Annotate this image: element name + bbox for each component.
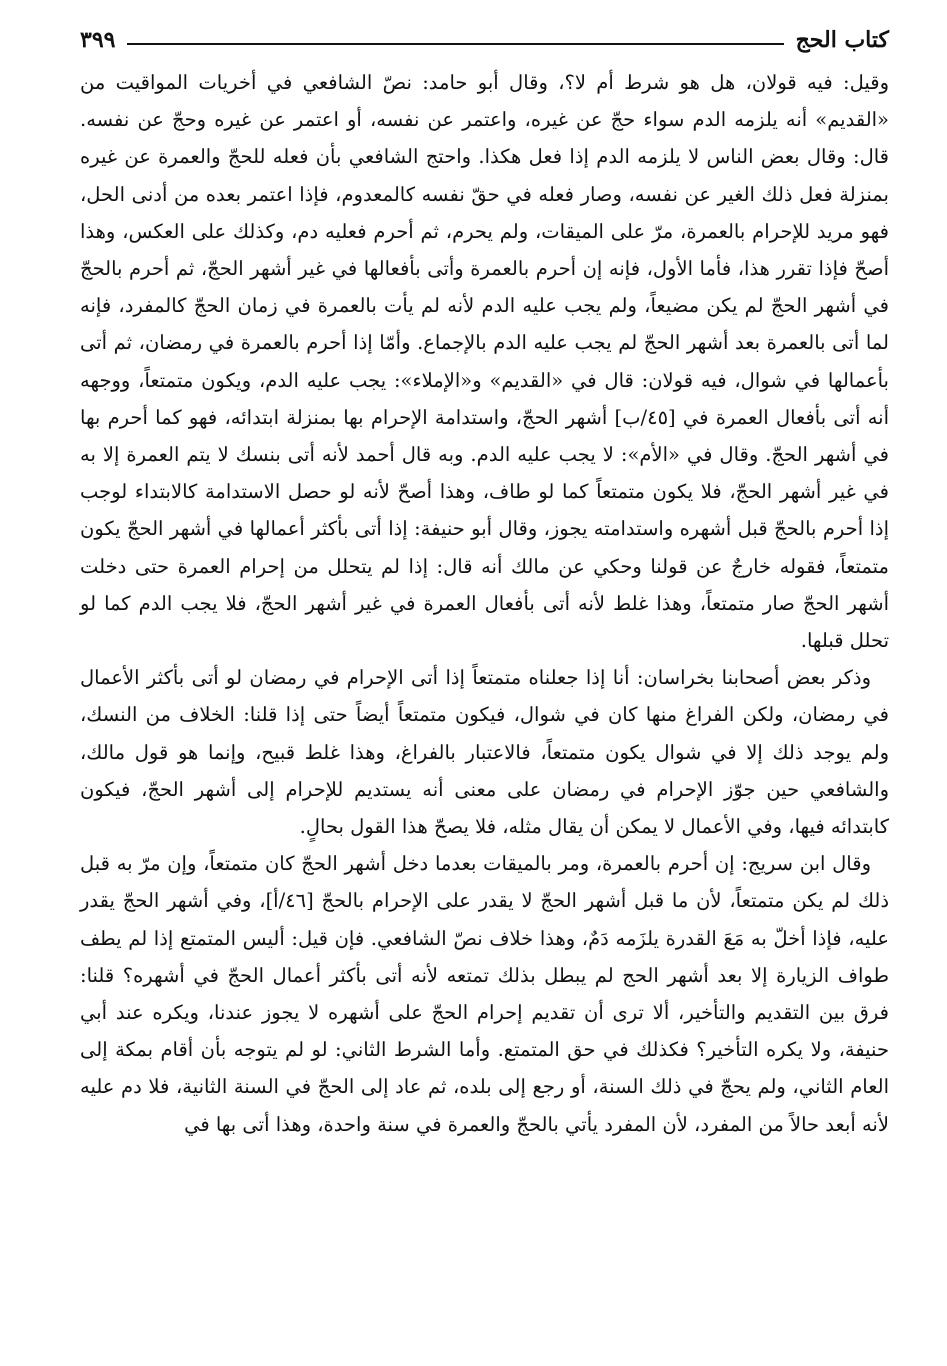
- body-paragraph: وقال ابن سريج: إن أحرم بالعمرة، ومر بالميقات بعدما دخل أشهر الحجّ كان متمتعاً، وإن مرّ به قبل ذلك لم يكن متمتعاً، لأن ما قبل أشهر الحجّ لا يقدر على الإحرام بالحجّ [٤٦/أ]، وفي أشهر الحجّ يقدر عليه، فإذا أخلّ به مَعَ القدرة يلزَمه دَمٌ، وهذا خلاف نصّ الشافعي. فإن قيل: أليس المتمتع إذا لم يطف طواف الزيارة إلا بعد أشهر الحج لم يبطل بذلك تمتعه لأنه أتى بأكثر أعمال الحجّ في أشهره؟ قلنا: فرق بين التقديم والتأخير، ألا ترى أن تقديم إحرام الحجّ على أشهره لا يجوز عندنا، ويكره عند أبي حنيفة، ولا يكره التأخير؟ فكذلك في حق المتمتع. وأما الشرط الثاني: لو لم يتوجه بأن أقام بمكة إلى العام الثاني، ولم يحجّ في ذلك السنة، أو رجع إلى بلده، ثم عاد إلى الحجّ في السنة الثانية، فلا دم عليه لأنه أبعد حالاً من المفرد، لأن المفرد يأتي بالحجّ والعمرة في سنة واحدة، وهذا أتى بها في: [80, 852, 889, 1136]
- running-title: كتاب الحج: [795, 27, 889, 53]
- body-paragraph: وقيل: فيه قولان، هل هو شرط أم لا؟، وقال أبو حامد: نصّ الشافعي في أخريات المواقيت من «القديم» أنه يلزمه الدم سواء حجّ عن غيره، واعتمر عن نفسه، أو اعتمر عن غيره وحجّ عن نفسه. قال: وقال بعض الناس لا يلزمه الدم إذا فعل هكذا. واحتج الشافعي بأن فعله للحجّ والعمرة عن غيره بمنزلة فعل ذلك الغير عن نفسه، وصار فعله في حقّ نفسه كالمعدوم، فإذا اعتمر بعده من أدنى الحل، فهو مريد للإحرام بالعمرة، مرّ على الميقات، ولم يحرم، ثم أحرم فعليه دم، وكذلك على العكس، وهذا أصحّ فإذا تقرر هذا، فأما الأول، فإنه إن أحرم بالعمرة وأتى بأفعالها في غير أشهر الحجّ، ثم أحرم بالحجّ في أشهر الحجّ لم يكن مضيعاً، ولم يجب عليه الدم لأنه لم يأت بالعمرة في زمان الحجّ كالمفرد، فإنه لما أتى بالعمرة بعد أشهر الحجّ لم يجب عليه الدم بالإجماع. وأمّا إذا أحرم بالعمرة في رمضان، ثم أتى بأعمالها في شوال، فيه قولان: قال في «القديم» و«الإملاء»: يجب عليه الدم، ويكون متمتعاً، ووجهه أنه أتى بأفعال العمرة في [٤٥/ب] أشهر الحجّ، واستدامة الإحرام بها بمنزلة ابتدائه، فهو كما أحرم بها في أشهر الحجّ. وقال في «الأم»: لا يجب عليه الدم. وبه قال أحمد لأنه أتى بنسك لا يتم العمرة إلا به في غير أشهر الحجّ، فلا يكون متمتعاً كما لو طاف، وهذا أصحّ لأنه لو حصل الاستدامة كالابتداء لوجب إذا أحرم بالحجّ قبل أشهره واستدامته يجوز، وقال أبو حنيفة: إذا أتى بأكثر أعمالها في أشهر الحجّ يكون متمتعاً، فقوله خارجٌ عن قولنا وحكي عن مالك أنه قال: إذا لم يتحلل من إحرام العمرة حتى دخلت أشهر الحجّ صار متمتعاً، وهذا غلط لأنه أتى بأفعال العمرة في غير أشهر الحجّ، فلا يجب الدم كما لو تحلل قبلها.: [80, 71, 890, 653]
- page-header: [80, 22, 889, 58]
- body-paragraph: وذكر بعض أصحابنا بخراسان: أنا إذا جعلناه متمتعاً إذا أتى الإحرام في رمضان لو أتى بأكثر الأعمال في رمضان، ولكن الفراغ منها كان في شوال، فيكون متمتعاً أيضاً حتى إذا قلنا: الخلاف من النسك، ولم يوجد ذلك إلا في شوال يكون متمتعاً، فالاعتبار بالفراغ، وهذا غلط قبيح، وإنما هو قول مالك، والشافعي حين جوّز الإحرام في رمضان على معنى أنه يستديم للإحرام إلى أشهر الحجّ، فيكون كابتدائه فيها، وفي الأعمال لا يمكن أن يقال مثله، فلا يصحّ هذا القول بحالٍ.: [80, 666, 889, 839]
- page-number: ٣٩٩: [80, 27, 116, 53]
- header-rule: [127, 43, 783, 45]
